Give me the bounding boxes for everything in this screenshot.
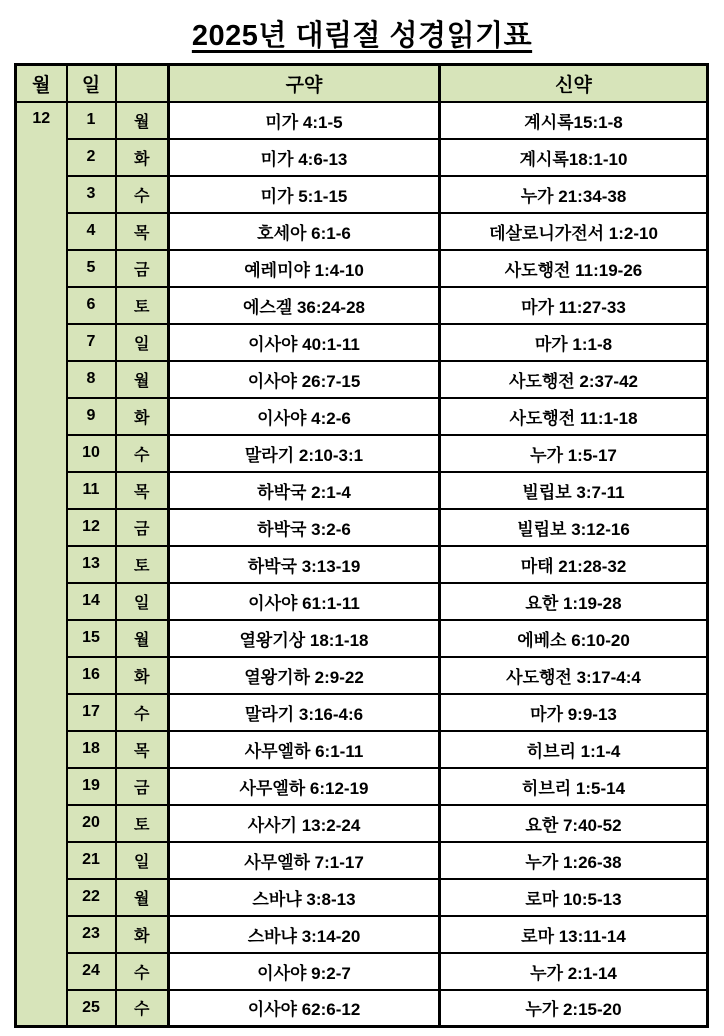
day-cell: 25 — [67, 990, 116, 1027]
table-row — [16, 102, 708, 139]
weekday-cell: 수 — [116, 990, 169, 1027]
new-testament-cell: 누가 1:26-38 — [440, 842, 708, 879]
old-testament-cell: 열왕기상 18:1-18 — [169, 620, 440, 657]
old-testament-cell: 호세아 6:1-6 — [169, 213, 440, 250]
new-testament-cell: 히브리 1:5-14 — [440, 768, 708, 805]
day-cell: 17 — [67, 694, 116, 731]
weekday-cell: 월 — [116, 620, 169, 657]
day-cell: 4 — [67, 213, 116, 250]
new-testament-cell: 사도행전 3:17-4:4 — [440, 657, 708, 694]
new-testament-cell: 마가 1:1-8 — [440, 324, 708, 361]
table-row — [16, 879, 708, 916]
old-testament-cell: 말라기 3:16-4:6 — [169, 694, 440, 731]
table-row — [16, 657, 708, 694]
new-testament-cell: 로마 10:5-13 — [440, 879, 708, 916]
old-testament-cell: 사무엘하 6:12-19 — [169, 768, 440, 805]
new-testament-cell: 빌립보 3:12-16 — [440, 509, 708, 546]
table-row — [16, 546, 708, 583]
old-testament-cell: 말라기 2:10-3:1 — [169, 435, 440, 472]
weekday-cell: 일 — [116, 583, 169, 620]
new-testament-cell: 누가 1:5-17 — [440, 435, 708, 472]
table-row — [16, 435, 708, 472]
table-row — [16, 842, 708, 879]
old-testament-cell: 이사야 40:1-11 — [169, 324, 440, 361]
new-testament-cell: 에베소 6:10-20 — [440, 620, 708, 657]
weekday-cell: 화 — [116, 916, 169, 953]
weekday-cell: 화 — [116, 398, 169, 435]
day-cell: 5 — [67, 250, 116, 287]
old-testament-cell: 이사야 26:7-15 — [169, 361, 440, 398]
table-row — [16, 694, 708, 731]
new-testament-cell: 누가 21:34-38 — [440, 176, 708, 213]
table-row — [16, 805, 708, 842]
day-cell: 3 — [67, 176, 116, 213]
new-testament-cell: 히브리 1:1-4 — [440, 731, 708, 768]
new-testament-cell: 계시록15:1-8 — [440, 102, 708, 139]
header-day: 일 — [67, 65, 116, 102]
old-testament-cell: 스바냐 3:8-13 — [169, 879, 440, 916]
day-cell: 10 — [67, 435, 116, 472]
new-testament-cell: 누가 2:1-14 — [440, 953, 708, 990]
header-new-testament: 신약 — [440, 65, 708, 102]
table-row — [16, 768, 708, 805]
day-cell: 6 — [67, 287, 116, 324]
table-row — [16, 620, 708, 657]
day-cell: 19 — [67, 768, 116, 805]
table-row — [16, 916, 708, 953]
old-testament-cell: 사사기 13:2-24 — [169, 805, 440, 842]
new-testament-cell: 요한 1:19-28 — [440, 583, 708, 620]
weekday-cell: 토 — [116, 805, 169, 842]
day-cell: 15 — [67, 620, 116, 657]
day-cell: 23 — [67, 916, 116, 953]
page-title: 2025년 대림절 성경읽기표 — [191, 20, 533, 52]
old-testament-cell: 사무엘하 7:1-17 — [169, 842, 440, 879]
old-testament-cell: 이사야 9:2-7 — [169, 953, 440, 990]
weekday-cell: 목 — [116, 472, 169, 509]
table-row — [16, 583, 708, 620]
table-row — [16, 509, 708, 546]
weekday-cell: 토 — [116, 546, 169, 583]
weekday-cell: 화 — [116, 139, 169, 176]
new-testament-cell: 요한 7:40-52 — [440, 805, 708, 842]
header-weekday — [116, 65, 169, 102]
table-row — [16, 361, 708, 398]
weekday-cell: 화 — [116, 657, 169, 694]
old-testament-cell: 스바냐 3:14-20 — [169, 916, 440, 953]
table-row — [16, 731, 708, 768]
table-row — [16, 472, 708, 509]
old-testament-cell: 미가 4:6-13 — [169, 139, 440, 176]
new-testament-cell: 계시록18:1-10 — [440, 139, 708, 176]
day-cell: 21 — [67, 842, 116, 879]
weekday-cell: 수 — [116, 953, 169, 990]
new-testament-cell: 사도행전 2:37-42 — [440, 361, 708, 398]
old-testament-cell: 예레미야 1:4-10 — [169, 250, 440, 287]
day-cell: 16 — [67, 657, 116, 694]
old-testament-cell: 에스겔 36:24-28 — [169, 287, 440, 324]
weekday-cell: 일 — [116, 324, 169, 361]
new-testament-cell: 마가 9:9-13 — [440, 694, 708, 731]
table-row — [16, 176, 708, 213]
old-testament-cell: 미가 4:1-5 — [169, 102, 440, 139]
new-testament-cell: 로마 13:11-14 — [440, 916, 708, 953]
new-testament-cell: 마가 11:27-33 — [440, 287, 708, 324]
weekday-cell: 목 — [116, 731, 169, 768]
weekday-cell: 수 — [116, 176, 169, 213]
old-testament-cell: 하박국 3:13-19 — [169, 546, 440, 583]
new-testament-cell: 데살로니가전서 1:2-10 — [440, 213, 708, 250]
day-cell: 14 — [67, 583, 116, 620]
weekday-cell: 월 — [116, 361, 169, 398]
new-testament-cell: 마태 21:28-32 — [440, 546, 708, 583]
weekday-cell: 금 — [116, 509, 169, 546]
day-cell: 2 — [67, 139, 116, 176]
day-cell: 18 — [67, 731, 116, 768]
day-cell: 13 — [67, 546, 116, 583]
weekday-cell: 수 — [116, 435, 169, 472]
new-testament-cell: 빌립보 3:7-11 — [440, 472, 708, 509]
weekday-cell: 월 — [116, 879, 169, 916]
table-row — [16, 213, 708, 250]
day-cell: 12 — [67, 509, 116, 546]
new-testament-cell: 사도행전 11:19-26 — [440, 250, 708, 287]
old-testament-cell: 이사야 4:2-6 — [169, 398, 440, 435]
weekday-cell: 금 — [116, 250, 169, 287]
old-testament-cell: 열왕기하 2:9-22 — [169, 657, 440, 694]
day-cell: 24 — [67, 953, 116, 990]
new-testament-cell: 사도행전 11:1-18 — [440, 398, 708, 435]
table-row — [16, 990, 708, 1027]
header-month: 월 — [16, 65, 67, 102]
table-row — [16, 250, 708, 287]
weekday-cell: 토 — [116, 287, 169, 324]
weekday-cell: 목 — [116, 213, 169, 250]
table-row — [16, 324, 708, 361]
table-row — [16, 398, 708, 435]
weekday-cell: 월 — [116, 102, 169, 139]
old-testament-cell: 사무엘하 6:1-11 — [169, 731, 440, 768]
day-cell: 20 — [67, 805, 116, 842]
old-testament-cell: 하박국 2:1-4 — [169, 472, 440, 509]
header-row — [16, 65, 708, 102]
day-cell: 1 — [67, 102, 116, 139]
month-cell: 12 — [16, 102, 67, 1027]
table-row — [16, 139, 708, 176]
old-testament-cell: 미가 5:1-15 — [169, 176, 440, 213]
old-testament-cell: 이사야 62:6-12 — [169, 990, 440, 1027]
old-testament-cell: 하박국 3:2-6 — [169, 509, 440, 546]
day-cell: 9 — [67, 398, 116, 435]
weekday-cell: 수 — [116, 694, 169, 731]
day-cell: 7 — [67, 324, 116, 361]
new-testament-cell: 누가 2:15-20 — [440, 990, 708, 1027]
day-cell: 22 — [67, 879, 116, 916]
day-cell: 8 — [67, 361, 116, 398]
reading-plan-body — [16, 102, 708, 1027]
table-row — [16, 953, 708, 990]
weekday-cell: 일 — [116, 842, 169, 879]
table-row — [16, 287, 708, 324]
reading-plan-table — [14, 63, 709, 1028]
header-old-testament: 구약 — [169, 65, 440, 102]
weekday-cell: 금 — [116, 768, 169, 805]
day-cell: 11 — [67, 472, 116, 509]
old-testament-cell: 이사야 61:1-11 — [169, 583, 440, 620]
